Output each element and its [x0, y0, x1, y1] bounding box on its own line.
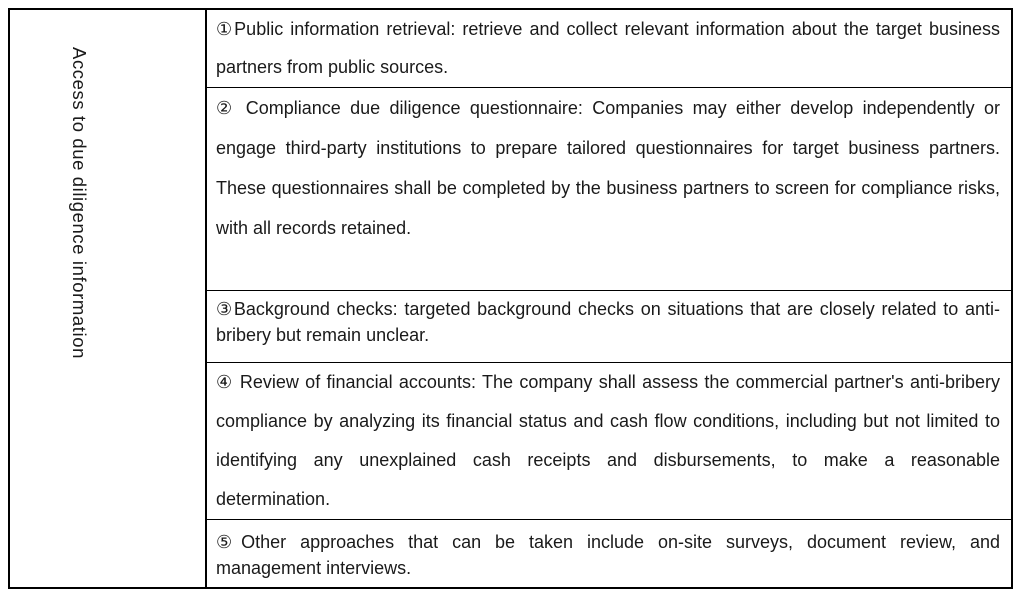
- method-row-financial-accounts-review: ④ Review of financial accounts: The company shall assess the commercial partner's anti-bribery compliance by analyzing its financial status and cash flow conditions, including but not limited to identifying any unexplained cash receipts and disbursements, to make a reasonable determination.: [207, 363, 1011, 520]
- row-header-cell: [10, 10, 207, 587]
- method-row-public-information-retrieval: ①Public information retrieval: retrieve and collect relevant information about the target business partners from public sources.: [207, 10, 1011, 88]
- method-row-compliance-questionnaire: ② Compliance due diligence questionnaire: Companies may either develop independently or engage third-party institutions to prepare tailored questionnaires for target business partners. These questionnaires shall be completed by the business partners to screen for compliance risks, with all records retained.: [207, 88, 1011, 291]
- due-diligence-table: [8, 8, 1013, 589]
- method-row-other-approaches: ⑤Other approaches that can be taken include on-site surveys, document review, and management interviews.: [216, 532, 1000, 578]
- row-header-vertical-text: Access to due diligence information: [69, 47, 90, 360]
- methods-column: [207, 10, 1011, 587]
- method-row-background-checks: ③Background checks: targeted background checks on situations that are closely related to anti-bribery but remain unclear.: [207, 291, 1011, 363]
